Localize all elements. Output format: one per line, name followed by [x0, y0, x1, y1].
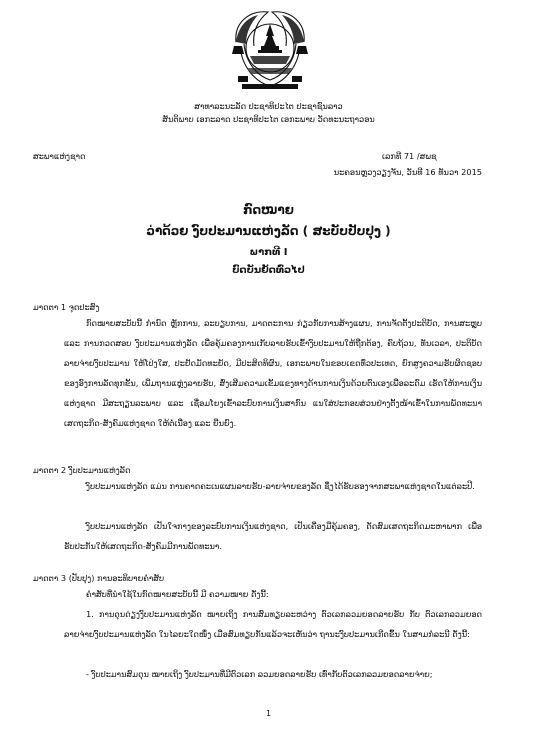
- article-3-bullet: - ງົບປະມານສົມດຸນ ໝາຍເຖິງ ງົບປະມານທີ່ມີຕົວເລກ ລວມຍອດລາຍຮັບ ເທົ່າກັບຕົວເລກລວມຍອດລາຍຈ່າຍ;: [86, 669, 433, 679]
- article-3-heading: ມາດຕາ 3 (ປັບປຸງ) ການອະທິບາຍຄຳສັບ: [33, 573, 165, 583]
- national-emblem: [228, 6, 312, 94]
- issuer: ສະພາແຫ່ງຊາດ: [33, 151, 86, 161]
- page-number: 1: [265, 709, 272, 718]
- article-3-item-1: 1. ການດຸນດ່ຽງງົບປະມານແຫ່ງລັດ ໝາຍເຖິງ ການສົມທຽບລະຫວ່າງ ຕົວເລກລວມຍອດລາຍຮັບ ກັບ ຕົວເລກລວມຍອດລາຍຈ່າຍງົບປະມານແຫ່ງລັດ ໃນໄລຍະໃດໜຶ່ງ ເມື່ອສົມທຽບກັນແລ້ວຈະເຫັນວ່າ ຖານະງົບປະມານເກີດຂຶ້ນ ໃນສາມກໍລະນີ ດັ່ງນີ້:: [64, 609, 482, 639]
- article-2-paragraph-2: ງົບປະມານແຫ່ງລັດ ເປັນໃຈກາງຂອງລະບົບການເງິນແຫ່ງຊາດ, ເປັນເຄື່ອງມືຄຸ້ມຄອງ, ດັດສົມເສດຖະກິດມະຫາພາກ ເພື່ອຮັບປະກັນໃຫ້ເສດຖະກິດ-ສັງຄົມມີການພັດທະນາ.: [64, 521, 482, 551]
- article-3-intro: ຄຳສັບທີ່ນຳໃຊ້ໃນກົດໝາຍສະບັບນີ້ ມີ ຄວາມໝາຍ ດັ່ງນີ້:: [86, 589, 269, 599]
- article-1-paragraph: ກົດໝາຍສະບັບນີ້ ກຳນົດ ຫຼັກການ, ລະບຽບການ, ມາດຕະການ ກ່ຽວກັບການສ້າງແຜນ, ການຈັດຕັ້ງປະຕິບັດ, ການສະຫຼຸບ ແລະ ການກວດສອບ ງົບປະມານແຫ່ງລັດ ເພື່ອຄຸ້ມຄອງການເກັບລາຍຮັບເຂົ້າງົບປະມານໃຫ້ຖືກຕ້ອງ, ຄົບຖ້ວນ, ທັນເວລາ, ປະຕິບັດລາຍຈ່າຍງົບປະມານ ໃຫ້ໂປ່ງໃສ, ປະຢັດມັດທະຍັດ, ມີປະສິດທິຜົນ, ເອກະພາບໃນຂອບເຂດທົ່ວປະເທດ, ຍົກສູງຄວາມຮັບຜິດຊອບຂອງອົງການລັດທຸກຂັ້ນ, ເພີ່ມຖານແຫຼ່ງລາຍຮັບ, ສົ່ງເສີມຄວາມເຂັ້ມແຂງທາງດ້ານການເງິນດ້ວຍຕົນເອງເພື່ອລະດົມ ເຮັດໃຫ້ການເງິນແຫ່ງຊາດ ມີສະຖຽນລະພາບ ແລະ ເຊື່ອມໂຍງເຂົ້າລະບົບການເງິນສາກົນ ແນໃສ່ປະກອບສ່ວນຢ່າງຕັ້ງໜ້າເຂົ້າໃນການພັດທະນາເສດຖະກິດ-ສັງຄົມແຫ່ງຊາດ ໃຫ້ຕໍ່ເນື່ອງ ແລະ ຍືນຍົງ.: [64, 318, 482, 428]
- article-1-heading: ມາດຕາ 1 ຈຸດປະສົງ: [33, 302, 100, 312]
- document-number: ເລກທີ 71 /ສພຊ: [382, 151, 437, 161]
- article-2-paragraph-1: ງົບປະມານແຫ່ງລັດ ແມ່ນ ການຄາດຄະເນແຜນລາຍຮັບ-ລາຍຈ່າຍຂອງລັດ ຊຶ່ງໄດ້ຮັບຮອງຈາກສະພາແຫ່ງຊາດໃນແຕ່ລະປີ.: [86, 481, 475, 491]
- republic-name: ສາທາລະນະລັດ ປະຊາທິປະໄຕ ປະຊາຊົນລາວ: [194, 101, 343, 111]
- law-title: ວ່າດ້ວຍ ງົບປະມານແຫ່ງລັດ ( ສະບັບປັບປຸງ ): [146, 224, 391, 238]
- national-motto: ສັນຕິພາບ ເອກະລາດ ປະຊາທິປະໄຕ ເອກະພາບ ວັດທະນະຖາວອນ: [162, 114, 375, 124]
- part-number: ພາກທີ I: [249, 247, 288, 258]
- document-type: ກົດໝາຍ: [243, 203, 294, 217]
- article-2-heading: ມາດຕາ 2 ງົບປະມານແຫ່ງລັດ: [33, 465, 131, 475]
- part-title: ບົດບັນຍັດທົ່ວໄປ: [232, 265, 305, 276]
- place-date: ນະຄອນຫຼວງວຽງຈັນ, ວັນທີ 16 ທັນວາ 2015: [333, 167, 482, 177]
